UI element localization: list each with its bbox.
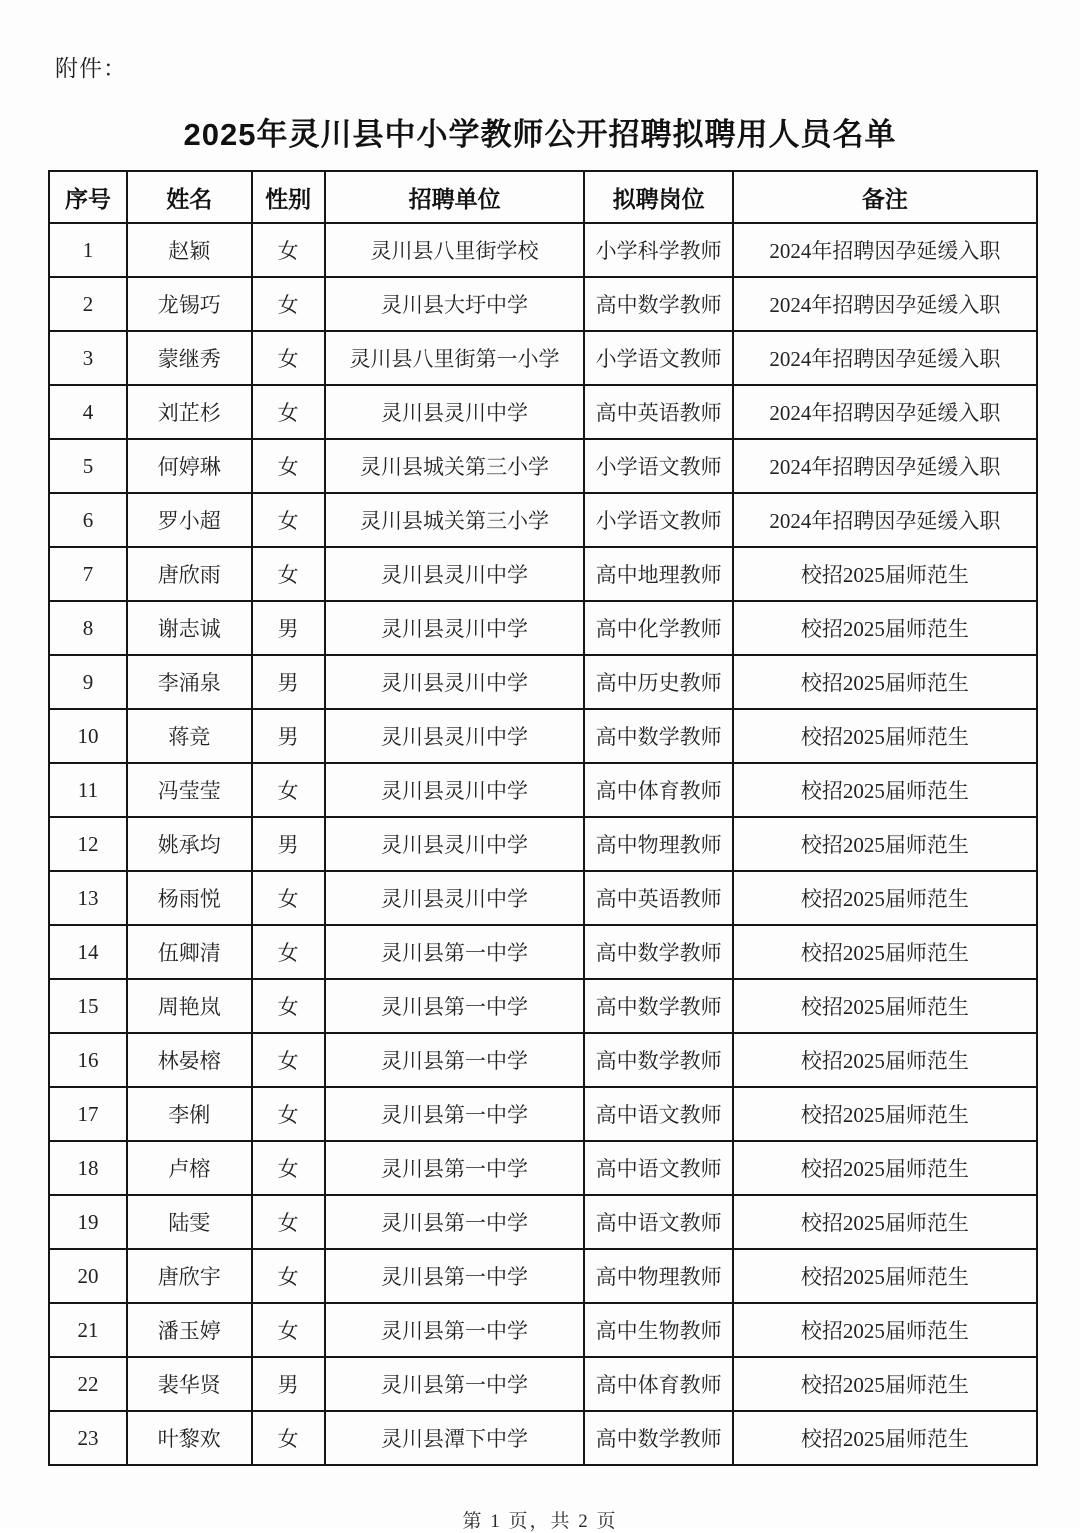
table-cell: 女 bbox=[252, 547, 325, 601]
table-cell: 灵川县大圩中学 bbox=[325, 277, 585, 331]
table-cell: 男 bbox=[252, 709, 325, 763]
table-cell: 男 bbox=[252, 601, 325, 655]
table-cell: 蒋竞 bbox=[127, 709, 251, 763]
table-cell: 潘玉婷 bbox=[127, 1303, 251, 1357]
table-cell: 校招2025届师范生 bbox=[733, 655, 1037, 709]
table-cell: 灵川县城关第三小学 bbox=[325, 493, 585, 547]
table-cell: 2024年招聘因孕延缓入职 bbox=[733, 493, 1037, 547]
table-cell: 19 bbox=[49, 1195, 127, 1249]
table-cell: 校招2025届师范生 bbox=[733, 601, 1037, 655]
table-cell: 灵川县灵川中学 bbox=[325, 385, 585, 439]
table-cell: 灵川县第一中学 bbox=[325, 1357, 585, 1411]
table-cell: 女 bbox=[252, 277, 325, 331]
table-cell: 赵颖 bbox=[127, 223, 251, 277]
table-cell: 蒙继秀 bbox=[127, 331, 251, 385]
table-row bbox=[49, 763, 1037, 817]
table-cell: 高中英语教师 bbox=[584, 871, 732, 925]
table-cell: 男 bbox=[252, 655, 325, 709]
table-cell: 灵川县第一中学 bbox=[325, 1141, 585, 1195]
table-cell: 高中英语教师 bbox=[584, 385, 732, 439]
table-cell: 高中体育教师 bbox=[584, 1357, 732, 1411]
recruitment-table bbox=[48, 170, 1038, 1466]
table-cell: 女 bbox=[252, 385, 325, 439]
table-cell: 9 bbox=[49, 655, 127, 709]
table-cell: 2 bbox=[49, 277, 127, 331]
table-cell: 高中历史教师 bbox=[584, 655, 732, 709]
table-cell: 高中语文教师 bbox=[584, 1141, 732, 1195]
table-cell: 卢榕 bbox=[127, 1141, 251, 1195]
table-row bbox=[49, 1411, 1037, 1465]
table-cell: 灵川县第一中学 bbox=[325, 925, 585, 979]
table-cell: 21 bbox=[49, 1303, 127, 1357]
table-cell: 小学语文教师 bbox=[584, 439, 732, 493]
table-cell: 灵川县灵川中学 bbox=[325, 655, 585, 709]
table-cell: 校招2025届师范生 bbox=[733, 547, 1037, 601]
table-row bbox=[49, 223, 1037, 277]
table-cell: 校招2025届师范生 bbox=[733, 817, 1037, 871]
table-cell: 校招2025届师范生 bbox=[733, 1249, 1037, 1303]
table-row bbox=[49, 655, 1037, 709]
table-cell: 高中地理教师 bbox=[584, 547, 732, 601]
table-cell: 男 bbox=[252, 1357, 325, 1411]
table-row bbox=[49, 1357, 1037, 1411]
table-cell: 女 bbox=[252, 925, 325, 979]
table-cell: 高中数学教师 bbox=[584, 925, 732, 979]
table-cell: 15 bbox=[49, 979, 127, 1033]
table-row bbox=[49, 871, 1037, 925]
table-cell: 女 bbox=[252, 763, 325, 817]
table-cell: 12 bbox=[49, 817, 127, 871]
table-cell: 校招2025届师范生 bbox=[733, 979, 1037, 1033]
table-row bbox=[49, 979, 1037, 1033]
table-cell: 灵川县灵川中学 bbox=[325, 709, 585, 763]
table-cell: 何婷琳 bbox=[127, 439, 251, 493]
table-cell: 高中语文教师 bbox=[584, 1087, 732, 1141]
table-cell: 李涌泉 bbox=[127, 655, 251, 709]
table-cell: 高中物理教师 bbox=[584, 1249, 732, 1303]
table-cell: 灵川县灵川中学 bbox=[325, 871, 585, 925]
table-cell: 高中体育教师 bbox=[584, 763, 732, 817]
table-cell: 高中数学教师 bbox=[584, 709, 732, 763]
table-cell: 灵川县灵川中学 bbox=[325, 547, 585, 601]
table-cell: 男 bbox=[252, 817, 325, 871]
table-cell: 高中数学教师 bbox=[584, 277, 732, 331]
column-header-6: 备注 bbox=[733, 171, 1037, 223]
table-cell: 7 bbox=[49, 547, 127, 601]
table-cell: 1 bbox=[49, 223, 127, 277]
column-header-2: 姓名 bbox=[127, 171, 251, 223]
table-cell: 高中数学教师 bbox=[584, 979, 732, 1033]
table-cell: 灵川县第一中学 bbox=[325, 1249, 585, 1303]
table-row bbox=[49, 925, 1037, 979]
table-body bbox=[49, 223, 1037, 1465]
column-header-5: 拟聘岗位 bbox=[584, 171, 732, 223]
table-cell: 灵川县灵川中学 bbox=[325, 763, 585, 817]
table-cell: 罗小超 bbox=[127, 493, 251, 547]
table-cell: 校招2025届师范生 bbox=[733, 1411, 1037, 1465]
table-cell: 22 bbox=[49, 1357, 127, 1411]
table-row bbox=[49, 277, 1037, 331]
table-cell: 4 bbox=[49, 385, 127, 439]
table-cell: 高中数学教师 bbox=[584, 1411, 732, 1465]
table-row bbox=[49, 385, 1037, 439]
table-row bbox=[49, 601, 1037, 655]
table-cell: 女 bbox=[252, 493, 325, 547]
table-cell: 8 bbox=[49, 601, 127, 655]
table-cell: 女 bbox=[252, 1303, 325, 1357]
table-cell: 姚承均 bbox=[127, 817, 251, 871]
table-cell: 女 bbox=[252, 1087, 325, 1141]
table-cell: 校招2025届师范生 bbox=[733, 1033, 1037, 1087]
table-cell: 女 bbox=[252, 1033, 325, 1087]
table-cell: 校招2025届师范生 bbox=[733, 1087, 1037, 1141]
table-row bbox=[49, 1033, 1037, 1087]
table-cell: 李俐 bbox=[127, 1087, 251, 1141]
table-cell: 女 bbox=[252, 979, 325, 1033]
table-row bbox=[49, 439, 1037, 493]
table-cell: 灵川县八里街学校 bbox=[325, 223, 585, 277]
table-cell: 校招2025届师范生 bbox=[733, 871, 1037, 925]
table-cell: 刘芷杉 bbox=[127, 385, 251, 439]
table-cell: 2024年招聘因孕延缓入职 bbox=[733, 277, 1037, 331]
table-cell: 23 bbox=[49, 1411, 127, 1465]
table-row bbox=[49, 1303, 1037, 1357]
table-cell: 伍卿清 bbox=[127, 925, 251, 979]
table-cell: 高中化学教师 bbox=[584, 601, 732, 655]
table-cell: 17 bbox=[49, 1087, 127, 1141]
table-cell: 16 bbox=[49, 1033, 127, 1087]
table-cell: 灵川县第一中学 bbox=[325, 979, 585, 1033]
table-cell: 灵川县城关第三小学 bbox=[325, 439, 585, 493]
table-cell: 11 bbox=[49, 763, 127, 817]
table-cell: 女 bbox=[252, 1141, 325, 1195]
table-row bbox=[49, 1141, 1037, 1195]
table-cell: 2024年招聘因孕延缓入职 bbox=[733, 439, 1037, 493]
table-cell: 5 bbox=[49, 439, 127, 493]
table-cell: 校招2025届师范生 bbox=[733, 709, 1037, 763]
table-row bbox=[49, 331, 1037, 385]
table-header-row bbox=[49, 171, 1037, 223]
table-cell: 灵川县第一中学 bbox=[325, 1195, 585, 1249]
page-number-footer: 第 1 页，共 2 页 bbox=[462, 1511, 618, 1532]
table-cell: 高中语文教师 bbox=[584, 1195, 732, 1249]
table-cell: 高中物理教师 bbox=[584, 817, 732, 871]
table-cell: 校招2025届师范生 bbox=[733, 1141, 1037, 1195]
table-cell: 校招2025届师范生 bbox=[733, 1357, 1037, 1411]
table-cell: 14 bbox=[49, 925, 127, 979]
table-cell: 小学语文教师 bbox=[584, 493, 732, 547]
table-cell: 高中数学教师 bbox=[584, 1033, 732, 1087]
table-cell: 13 bbox=[49, 871, 127, 925]
table-cell: 小学语文教师 bbox=[584, 331, 732, 385]
table-cell: 小学科学教师 bbox=[584, 223, 732, 277]
table-cell: 谢志诚 bbox=[127, 601, 251, 655]
table-cell: 灵川县八里街第一小学 bbox=[325, 331, 585, 385]
table-cell: 女 bbox=[252, 1195, 325, 1249]
table-cell: 龙锡巧 bbox=[127, 277, 251, 331]
table-cell: 2024年招聘因孕延缓入职 bbox=[733, 331, 1037, 385]
table-cell: 2024年招聘因孕延缓入职 bbox=[733, 385, 1037, 439]
table-cell: 女 bbox=[252, 1411, 325, 1465]
table-cell: 女 bbox=[252, 223, 325, 277]
table-cell: 女 bbox=[252, 871, 325, 925]
table-row bbox=[49, 547, 1037, 601]
table-cell: 裴华贤 bbox=[127, 1357, 251, 1411]
table-cell: 女 bbox=[252, 1249, 325, 1303]
table-cell: 灵川县潭下中学 bbox=[325, 1411, 585, 1465]
table-row bbox=[49, 493, 1037, 547]
table-cell: 3 bbox=[49, 331, 127, 385]
table-cell: 林晏榕 bbox=[127, 1033, 251, 1087]
table-cell: 18 bbox=[49, 1141, 127, 1195]
table-cell: 周艳岚 bbox=[127, 979, 251, 1033]
table-cell: 灵川县第一中学 bbox=[325, 1303, 585, 1357]
table-cell: 校招2025届师范生 bbox=[733, 763, 1037, 817]
table-cell: 唐欣雨 bbox=[127, 547, 251, 601]
column-header-3: 性别 bbox=[252, 171, 325, 223]
page-title: 2025年灵川县中小学教师公开招聘拟聘用人员名单 bbox=[183, 117, 897, 152]
table-row bbox=[49, 1249, 1037, 1303]
table-cell: 6 bbox=[49, 493, 127, 547]
table-cell: 杨雨悦 bbox=[127, 871, 251, 925]
table-row bbox=[49, 1195, 1037, 1249]
table-cell: 女 bbox=[252, 439, 325, 493]
table-cell: 灵川县灵川中学 bbox=[325, 817, 585, 871]
table-cell: 陆雯 bbox=[127, 1195, 251, 1249]
table-cell: 10 bbox=[49, 709, 127, 763]
table-cell: 冯莹莹 bbox=[127, 763, 251, 817]
table-cell: 2024年招聘因孕延缓入职 bbox=[733, 223, 1037, 277]
table-cell: 女 bbox=[252, 331, 325, 385]
table-cell: 高中生物教师 bbox=[584, 1303, 732, 1357]
table-cell: 叶黎欢 bbox=[127, 1411, 251, 1465]
column-header-1: 序号 bbox=[49, 171, 127, 223]
table-row bbox=[49, 709, 1037, 763]
table-row bbox=[49, 1087, 1037, 1141]
column-header-4: 招聘单位 bbox=[325, 171, 585, 223]
table-row bbox=[49, 817, 1037, 871]
table-cell: 校招2025届师范生 bbox=[733, 1303, 1037, 1357]
table-cell: 灵川县第一中学 bbox=[325, 1087, 585, 1141]
table-cell: 灵川县第一中学 bbox=[325, 1033, 585, 1087]
table-cell: 20 bbox=[49, 1249, 127, 1303]
table-cell: 唐欣宇 bbox=[127, 1249, 251, 1303]
table-cell: 校招2025届师范生 bbox=[733, 1195, 1037, 1249]
attachment-label: 附件： bbox=[55, 56, 127, 81]
table-cell: 灵川县灵川中学 bbox=[325, 601, 585, 655]
table-cell: 校招2025届师范生 bbox=[733, 925, 1037, 979]
